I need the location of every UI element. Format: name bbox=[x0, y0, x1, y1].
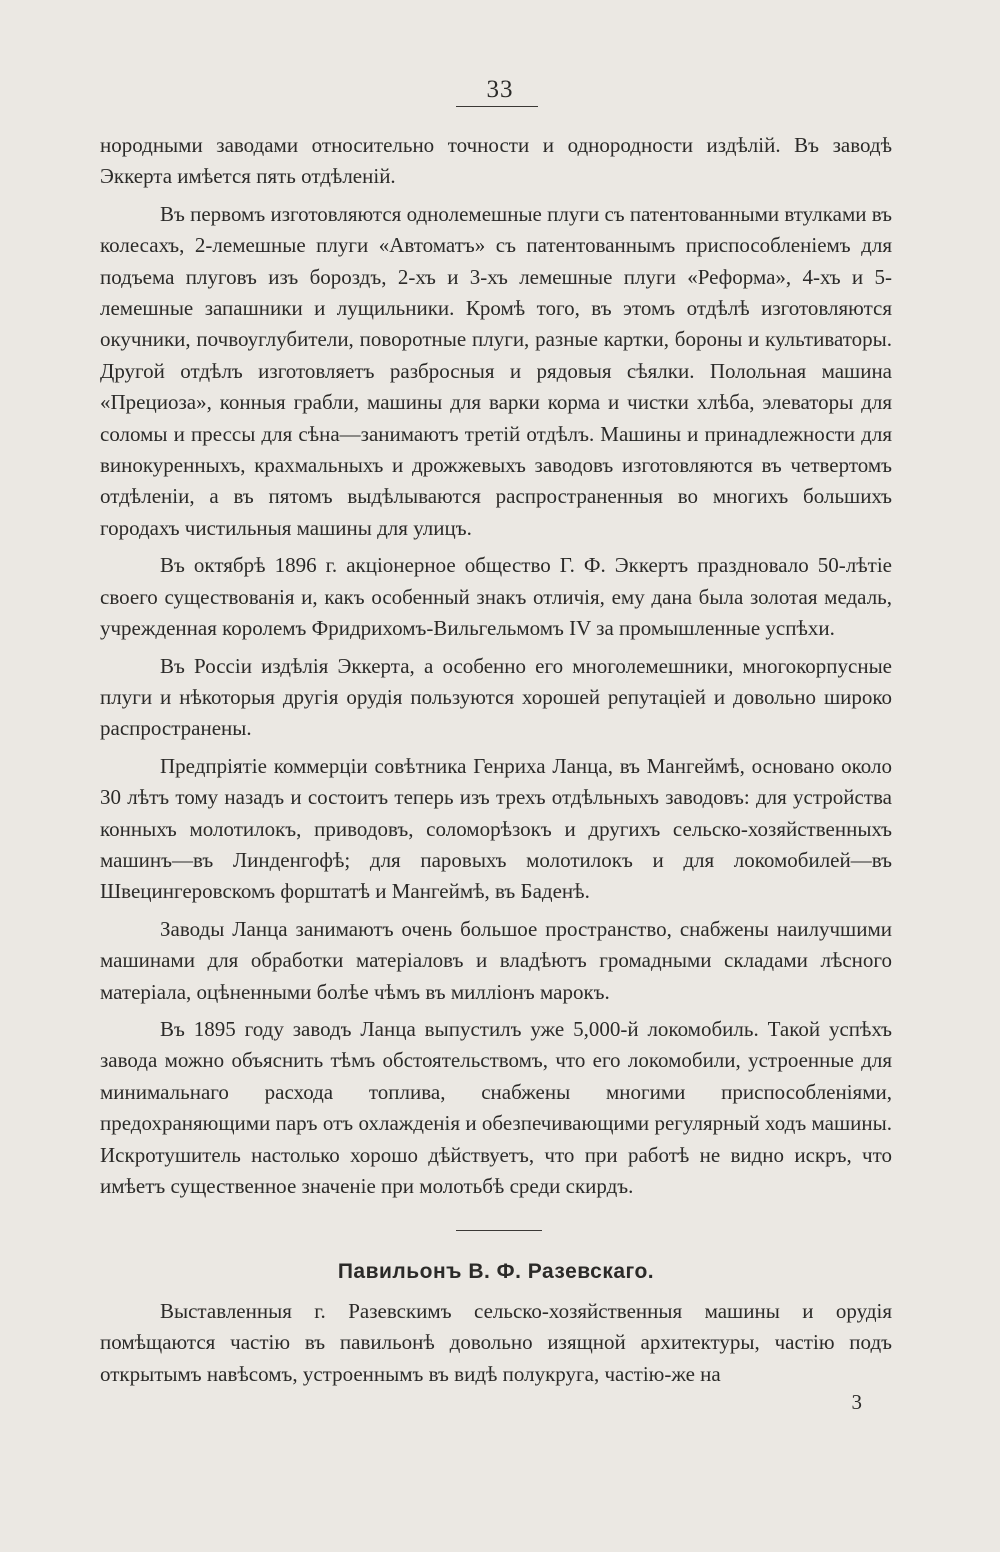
paragraph-2: Въ первомъ изготовляются однолемешные плуги съ патентованными втулками въ колесахъ, 2-лемешные плуги «Автоматъ» съ патентованнымъ приспособленіемъ для подъема плуговъ изъ бороздъ, 2-хъ и 3-хъ лемешные плуги «Реформа», 4-хъ и 5-лемешные запашники и лущильники. Кромѣ того, въ этомъ отдѣлѣ изготовляются окучники, почвоуглубители, поворотные плуги, разные картки, бороны и культиваторы. Другой отдѣлъ изготовляетъ разбросныя и рядовыя сѣялки. Полольная машина «Прециоза», конныя грабли, машины для варки корма и чистки хлѣба, элеваторы для соломы и прессы для сѣна—занимаютъ третій отдѣлъ. Машины и принадлежности для винокуренныхъ, крахмальныхъ и дрожжевыхъ заводовъ изготовляются въ четвертомъ отдѣленіи, а въ пятомъ выдѣлываются распространенныя во многихъ большихъ городахъ чистильныя машины для улицъ. bbox=[100, 201, 892, 540]
signature-mark: 3 bbox=[851, 1390, 862, 1414]
paragraph-1: нородными заводами относительно точности и однородности издѣлій. Въ заводѣ Эккерта имѣется пять отдѣленій. bbox=[100, 133, 892, 189]
page-number-rule bbox=[456, 106, 538, 107]
paragraph-5: Предпріятіе коммерціи совѣтника Генриха Ланца, въ Мангеймѣ, основано около 30 лѣтъ тому назадъ и состоитъ теперь изъ трехъ отдѣльныхъ заводовъ: для устройства конныхъ молотилокъ, приводовъ, соломорѣзокъ и другихъ сельско-хозяйственныхъ машинъ—въ Линденгофѣ; для паровыхъ молотилокъ и для локомобилей—въ Швецингеровскомъ форштатѣ и Мангеймѣ, въ Баденѣ. bbox=[100, 753, 892, 904]
paragraph-7: Въ 1895 году заводъ Ланца выпустилъ уже 5,000-й локомобиль. Такой успѣхъ завода можно объяснить тѣмъ обстоятельствомъ, что его локомобили, устроенные для минимальнаго расхода топлива, снабжены многими приспособленіями, предохраняющими паръ отъ охлажденія и обезпечивающими регулярный ходъ машины. Искротушитель настолько хорошо дѣйствуетъ, что при работѣ не видно искръ, что имѣетъ существенное значеніе при молотьбѣ среди скирдъ. bbox=[100, 1016, 892, 1198]
section-paragraph: Выставленныя г. Разевскимъ сельско-хозяйственныя машины и орудія помѣщаются частію въ павильонѣ довольно изящной архитектуры, частію подъ открытымъ навѣсомъ, устроеннымъ въ видѣ полукруга, частію-же на bbox=[100, 1299, 892, 1386]
paragraph-6: Заводы Ланца занимаютъ очень большое пространство, снабжены наилучшими машинами для обработки матеріаловъ и владѣютъ громадными складами лѣсного матеріала, оцѣненными болѣе чѣмъ въ милліонъ марокъ. bbox=[100, 916, 892, 1004]
page-number: 33 bbox=[486, 76, 514, 103]
section-body-text bbox=[100, 1296, 892, 1390]
section-divider bbox=[456, 1230, 542, 1231]
section-heading: Павильонъ В. Ф. Разевскаго. bbox=[337, 1260, 655, 1283]
paragraph-4: Въ Россіи издѣлія Эккерта, а особенно его многолемешники, многокорпусные плуги и нѣкоторыя другія орудія пользуются хорошей репутаціей и довольно широко распространены. bbox=[100, 653, 892, 741]
body-text bbox=[100, 130, 892, 1202]
paragraph-3: Въ октябрѣ 1896 г. акціонерное общество Г. Ф. Эккертъ праздновало 50-лѣтіе своего существованія и, какъ особенный знакъ отличія, ему дана была золотая медаль, учрежденная королемъ Фридрихомъ-Вильгельмомъ IV за промышленные успѣхи. bbox=[100, 553, 892, 641]
